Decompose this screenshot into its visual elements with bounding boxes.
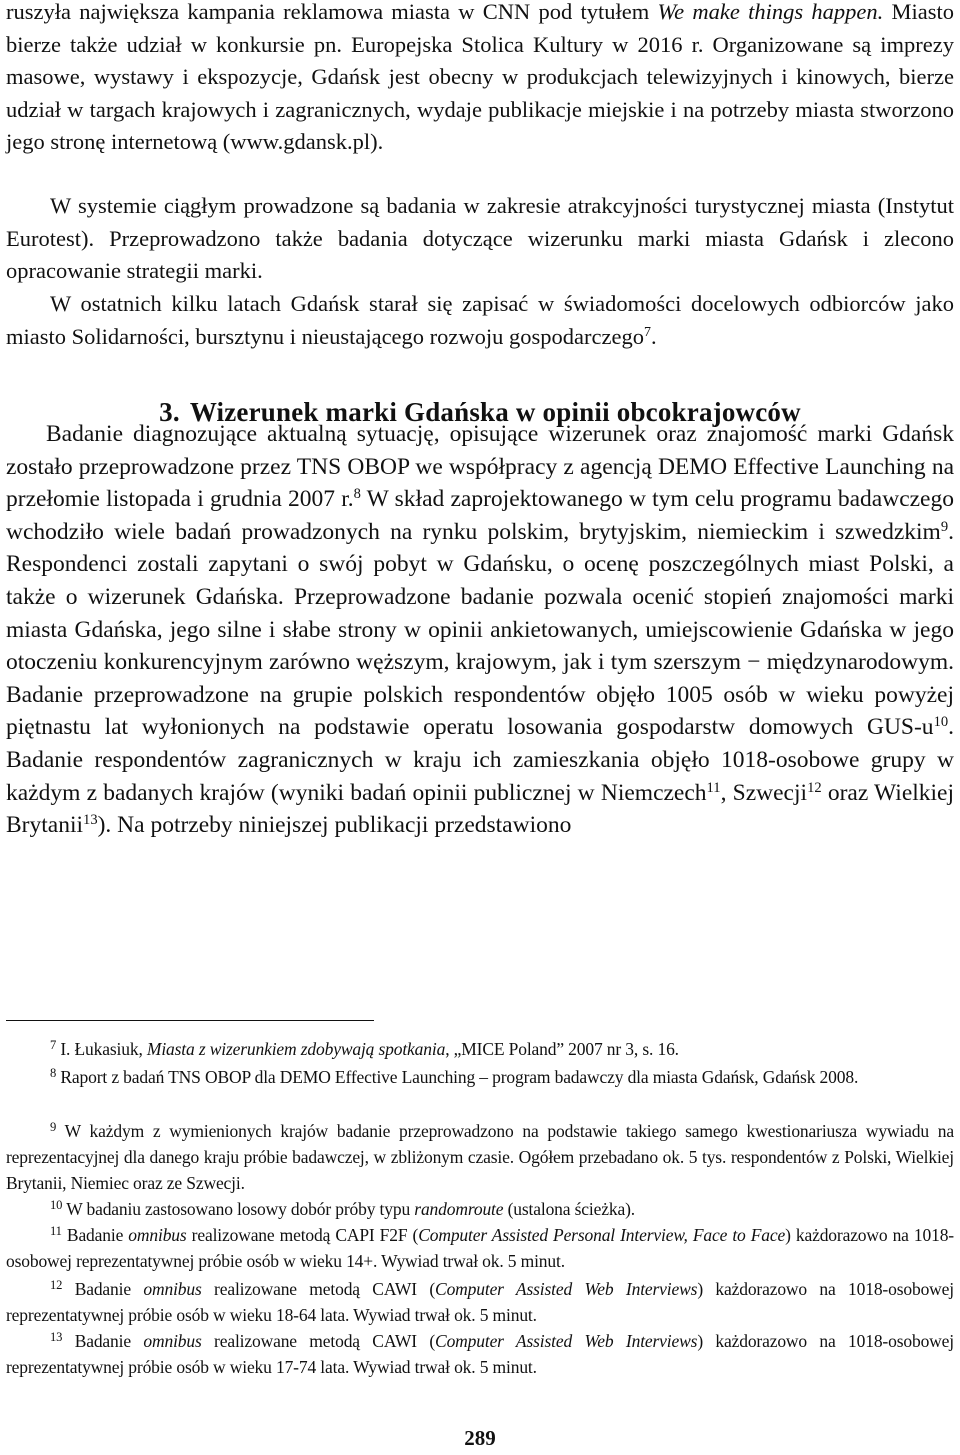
footnote-ref-12[interactable]: 12: [807, 779, 822, 796]
page-number: 289: [464, 1426, 496, 1450]
footnote-text: realizowane metodą CAWI (: [201, 1279, 436, 1299]
footnote-8: [6, 1064, 954, 1090]
footnote-13: [6, 1328, 954, 1380]
paragraph-campaign: [6, 0, 954, 159]
footnote-text: I. Łukasiuk,: [56, 1039, 147, 1059]
footnote-text: ) każdorazowo na 1018-osobowej reprezentatywnej próbie osób w wieku 18-64 lata. Wywiad trwał ok. 5 minut.: [6, 1279, 954, 1325]
paragraph-study: [6, 418, 954, 842]
section-number: 3.: [159, 397, 180, 427]
paragraph-identity: [6, 288, 954, 353]
paragraph-text: Miasto bierze także udział w konkursie pn. Europejska Stolica Kultury w 2016 r. Organizowane są imprezy masowe, wystawy i ekspozycje, Gdańsk jest obecny w produkcjach telewizyjnych i kinowych, bierze udział w targach krajowych i zagranicznych, wydaje publikacje miejskie i na potrzeby miasta stworzono jego stronę internetową (www.gdansk.pl).: [6, 0, 954, 154]
footnote-number: 7: [50, 1037, 57, 1052]
paragraph-text: W ostatnich kilku latach Gdańsk starał się zapisać w świadomości docelowych odbiorców jako miasto Solidarności, bursztynu i nieustającego rozwoju gospodarczego: [6, 291, 954, 349]
footnote-10: [6, 1196, 954, 1222]
paragraph-text: oraz Wielkiej Brytanii: [6, 779, 955, 839]
footnote-number: 13: [50, 1329, 63, 1344]
footnote-7: [6, 1036, 954, 1062]
footnote-number: 11: [50, 1223, 62, 1238]
footnote-number: 10: [50, 1197, 63, 1212]
footnote-term: randomroute: [414, 1199, 504, 1219]
footnote-text: Raport z badań TNS OBOP dla DEMO Effective Launching – program badawczy dla miasta Gdańsk, Gdańsk 2008.: [56, 1067, 859, 1087]
footnote-text: realizowane metodą CAWI (: [201, 1331, 436, 1351]
footnote-text: Badanie: [62, 1279, 144, 1299]
footnote-text: realizowane metodą CAPI F2F (: [186, 1225, 419, 1245]
footnote-term: Computer Assisted Web Interviews: [435, 1331, 698, 1351]
footnote-term: omnibus: [143, 1279, 202, 1299]
paragraph-text: ruszyła największa kampania reklamowa miasta w CNN pod tytułem: [6, 0, 658, 24]
footnote-ref-9[interactable]: 9: [940, 518, 949, 535]
footnote-ref-8[interactable]: 8: [353, 486, 361, 503]
footnote-number: 12: [50, 1277, 63, 1292]
footnote-text: Badanie: [61, 1225, 129, 1245]
paragraph-text: ). Na potrzeby niniejszej publikacji przedstawiono: [97, 812, 572, 839]
footnote-text: W badaniu zastosowano losowy dobór próby typu: [62, 1199, 415, 1219]
footnote-divider: [6, 1020, 374, 1021]
paragraph-text: .: [650, 323, 657, 349]
footnote-ref-13[interactable]: 13: [83, 812, 98, 829]
footnote-text: ) każdorazowo na 1018-osobowej reprezentatywnej próbie osób w wieku 17-74 lata. Wywiad trwał ok. 5 minut.: [6, 1331, 954, 1377]
paragraph-research: [6, 190, 954, 288]
footnote-term: Computer Assisted Web Interviews: [435, 1279, 698, 1299]
footnote-text: Badanie: [62, 1331, 144, 1351]
footnote-text: ) każdorazowo na 1018-osobowej reprezentatywnej próbie osób w wieku 14+. Wywiad trwał ok. 5 minut.: [6, 1225, 954, 1271]
campaign-slogan: We make things happen.: [657, 0, 884, 24]
footnote-number: 8: [50, 1065, 57, 1080]
section-title: Wizerunek marki Gdańska w opinii obcokrajowców: [189, 397, 801, 427]
footnote-text: , „MICE Poland” 2007 nr 3, s. 16.: [445, 1039, 679, 1059]
paragraph-text: Badanie diagnozujące aktualną sytuację, opisujące wizerunek oraz znajomość marki Gdańsk zostało przeprowadzone przez TNS OBOP we współpracy z agencją DEMO Effective Launching na przełomie listopada i grudnia 2007 r.: [6, 421, 954, 513]
paragraph-text: W skład zaprojektowanego w tym celu programu badawczego wchodziło wiele badań prowadzonych na rynku polskim, brytyjskim, niemieckim i szwedzkim: [6, 486, 954, 545]
footnote-ref-11[interactable]: 11: [706, 779, 721, 796]
paragraph-text: , Szwecji: [720, 779, 808, 806]
paragraph-text: . Respondenci zostali zapytani o swój pobyt w Gdańsku, o ocenę poszczególnych miast Polski, a także o wizerunek Gdańska. Przeprowadzone badanie pozwala ocenić stopień znajomości marki miasta Gdańska, jego silne i słabe strony w opinii ankietowanych, umiejscowienie Gdańska w jego otoczeniu konkurencyjnym zarówno węższym, krajowym, jak i tym szerszym − międzynarodowym. Badanie przeprowadzone na grupie polskich respondentów objęło 1005 osób w wieku powyżej piętnastu lat wyłonionych na podstawie operatu losowania gospodarstw domowych GUS-u: [6, 518, 954, 741]
footnote-ref-7[interactable]: 7: [643, 324, 651, 340]
footnote-text: (ustalona ścieżka).: [503, 1199, 635, 1219]
footnote-term: omnibus: [143, 1331, 202, 1351]
paragraph-text: W systemie ciągłym prowadzone są badania w zakresie atrakcyjności turystycznej miasta (Instytut Eurotest). Przeprowadzono także badania dotyczące wizerunku marki miasta Gdańsk i zlecono opracowanie strategii marki.: [6, 193, 954, 283]
footnote-11: [6, 1222, 954, 1274]
footnote-text: W każdym z wymienionych krajów badanie przeprowadzono na podstawie takiego samego kwestionariusza wywiadu na reprezentacyjnej dla danego kraju próbie badawczej, w zbliżonym czasie. Ogółem przebadano ok. 5 tys. respondentów z Polski, Wielkiej Brytanii, Niemiec oraz ze Szwecji.: [6, 1121, 954, 1193]
footnote-12: [6, 1276, 954, 1328]
paragraph-text: . Badanie respondentów zagranicznych w kraju ich zamieszkania objęło 1018-osobowe grupy w każdym z badanych krajów (wyniki badań opinii publicznej w Niemczech: [6, 714, 954, 806]
footnote-term: omnibus: [128, 1225, 187, 1245]
footnote-term: Computer Assisted Personal Interview, Face to Face: [418, 1225, 786, 1245]
footnote-9: [6, 1118, 954, 1196]
footnote-number: 9: [50, 1119, 57, 1134]
footnote-title: Miasta z wizerunkiem zdobywają spotkania: [146, 1039, 446, 1059]
footnote-ref-10[interactable]: 10: [933, 714, 949, 731]
